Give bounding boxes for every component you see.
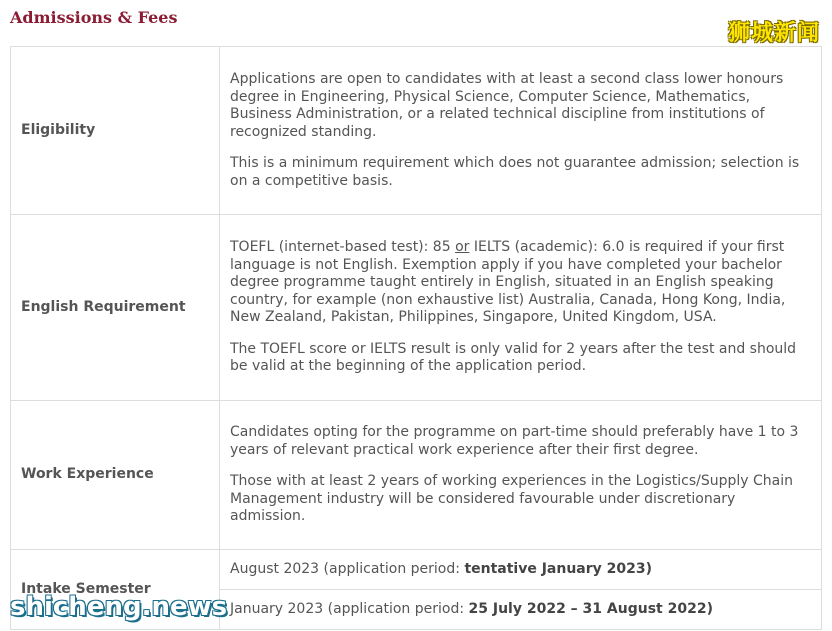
intake-1-text: August 2023 (application period: (230, 560, 465, 577)
row-label-english: English Requirement (11, 215, 220, 401)
admissions-table (10, 46, 822, 630)
page-title: Admissions & Fees (10, 8, 178, 27)
english-p1-part-a: TOEFL (internet-based test): 85 (230, 239, 456, 256)
english-paragraph-2: The TOEFL score or IELTS result is only valid for 2 years after the test and should be valid at the beginning of the application period. (230, 340, 797, 375)
work-paragraph-1: Candidates opting for the programme on part-time should preferably have 1 to 3 years of relevant practical work experience after their first degree. (230, 424, 799, 458)
work-paragraph-2: Those with at least 2 years of working experiences in the Logistics/Supply Chain Management industry will be considered favourable under discretionary admission. (230, 473, 793, 525)
table-row-eligibility (11, 47, 822, 215)
row-content-work-experience (220, 401, 822, 550)
table-row-english (11, 215, 822, 401)
row-label-eligibility: Eligibility (11, 47, 220, 215)
intake-row-2 (220, 590, 822, 630)
table-row-intake (11, 550, 822, 590)
watermark-logo-bottom: shicheng.news (10, 592, 228, 622)
row-label-work-experience: Work Experience (11, 401, 220, 550)
intake-1-period: tentative January 2023) (464, 560, 653, 577)
row-content-eligibility (220, 47, 822, 215)
intake-row-1 (220, 550, 822, 590)
eligibility-paragraph-1: Applications are open to candidates with at least a second class lower honours degree in Engineering, Physical Science, Computer Science, Mathematics, Business Administration, or a related technical discipline from institutions of recognized standing. (230, 71, 784, 140)
intake-2-period: 25 July 2022 – 31 August 2022) (468, 600, 713, 617)
english-paragraph-1 (230, 239, 811, 327)
english-p1-part-b: IELTS (academic): 6.0 is required if your first language is not English. Exemption apply if you have completed your bachelor degree programme taught entirely in English, situated in an English speaking country, for example (non exhaustive list) Australia, Canada, Hong Kong, India, New Zealand, Pakistan, Philippines, Singapore, United Kingdom, USA. (230, 239, 786, 326)
row-content-english (220, 215, 822, 401)
intake-2-text: January 2023 (application period: (230, 600, 469, 617)
watermark-logo-top: 狮城新闻 (727, 21, 820, 46)
eligibility-paragraph-2: This is a minimum requirement which does not guarantee admission; selection is on a competitive basis. (230, 155, 800, 189)
table-row-work-experience (11, 401, 822, 550)
english-or-underlined: or (455, 239, 470, 256)
row-label-intake: Intake Semester (11, 550, 220, 630)
